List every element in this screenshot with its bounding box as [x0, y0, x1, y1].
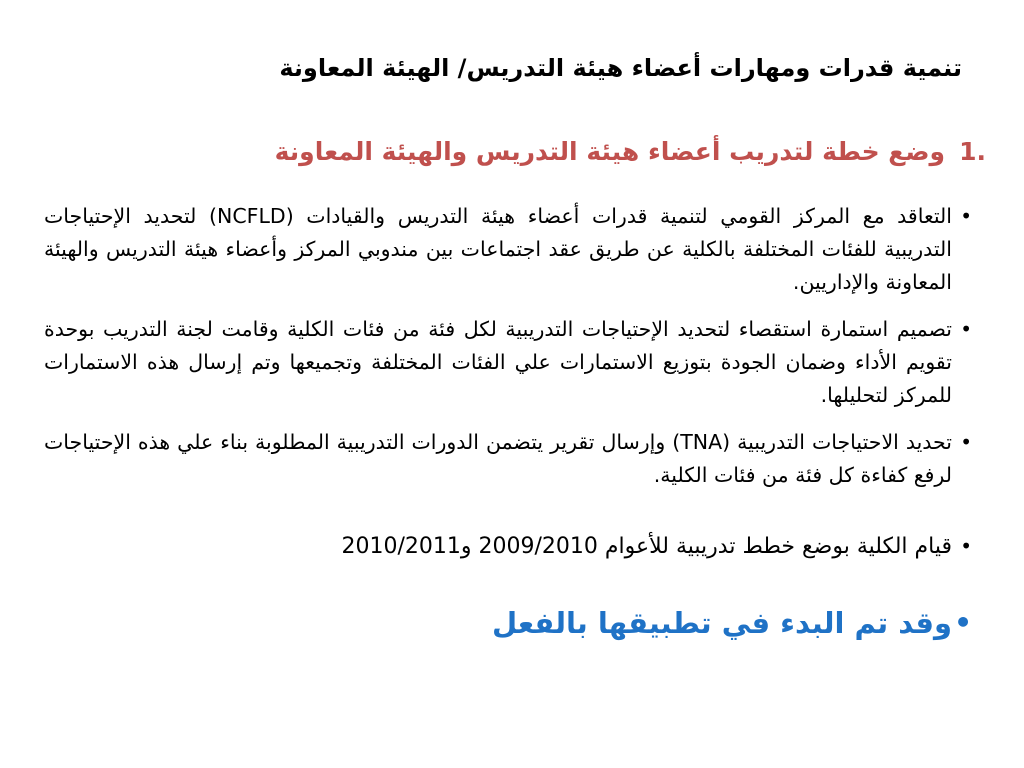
bullet-text: وقد تم البدء في تطبيقها بالفعل: [492, 606, 952, 640]
bullet-dot: •: [960, 534, 972, 558]
bullet-dot: •: [960, 317, 972, 341]
bullet-dot: •: [954, 606, 972, 639]
slide-title: تنمية قدرات ومهارات أعضاء هيئة التدريس/ الهيئة المعاونة: [279, 54, 962, 82]
bullet-item: [44, 426, 972, 492]
bullet-list: [44, 200, 972, 645]
section-heading: [40, 130, 986, 174]
bullet-text: تصميم استمارة استقصاء لتحديد الإحتياجات التدريبية لكل فئة من فئات الكلية وقامت لجنة التدريب بوحدة تقويم الأداء وضمان الجودة بتوزيع الاستمارات علي الفئات المختلفة وتجميعها وتم إرسال هذه الاستمارات للمركز لتحليلها.: [44, 317, 952, 407]
bullet-item-highlight: [44, 601, 972, 645]
bullet-text: قيام الكلية بوضع خطط تدريبية للأعوام 2009/2010 و2010/2011: [341, 534, 952, 559]
bullet-item: [44, 313, 972, 412]
bullet-dot: •: [960, 204, 972, 228]
bullet-dot: •: [960, 430, 972, 454]
bullet-text: تحديد الاحتياجات التدريبية (TNA) وإرسال تقرير يتضمن الدورات التدريبية المطلوبة بناء علي هذه الإحتياجات لرفع كفاءة كل فئة من فئات الكلية.: [44, 430, 952, 487]
bullet-item: [44, 200, 972, 299]
bullet-item: [44, 530, 972, 563]
heading-text: وضع خطة لتدريب أعضاء هيئة التدريس والهيئة المعاونة: [274, 137, 946, 166]
bullet-text: التعاقد مع المركز القومي لتنمية قدرات أعضاء هيئة التدريس والقيادات (NCFLD) لتحديد الإحتياجات التدريبية للفئات المختلفة بالكلية عن طريق عقد اجتماعات بين مندوبي المركز وأعضاء هيئة التدريس والهيئة المعاونة والإداريين.: [44, 204, 952, 294]
heading-number: 1.: [959, 137, 986, 166]
